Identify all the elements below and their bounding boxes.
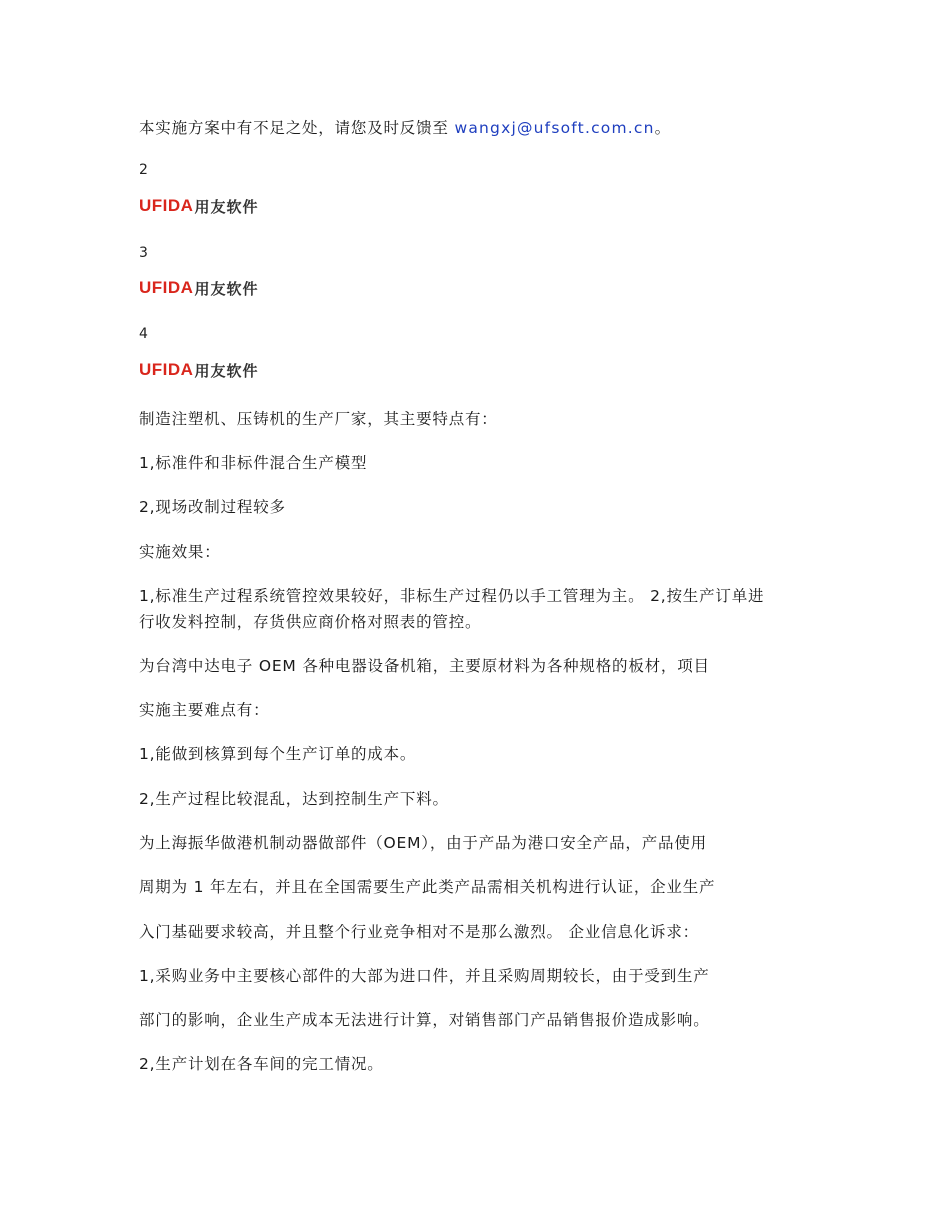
body-line: 实施效果： <box>139 543 221 561</box>
body-line: 制造注塑机、压铸机的生产厂家，其主要特点有： <box>139 410 498 428</box>
logo-en: UFIDA <box>139 196 194 215</box>
logo-en: UFIDA <box>139 278 194 297</box>
body-line: 2,生产过程比较混乱，达到控制生产下料。 <box>139 790 449 808</box>
page-number: 4 <box>139 326 148 342</box>
body-line: 部门的影响，企业生产成本无法进行计算，对销售部门产品销售报价造成影响。 <box>139 1011 710 1029</box>
ufida-logo <box>139 358 258 382</box>
logo-zh: 用友软件 <box>194 197 259 216</box>
intro-tail: 。 <box>654 119 671 137</box>
ufida-logo <box>139 276 258 300</box>
body-line: 1,采购业务中主要核心部件的大部为进口件，并且采购周期较长，由于受到生产 <box>139 967 710 985</box>
body-line: 为上海振华做港机制动器做部件（OEM），由于产品为港口安全产品，产品使用 <box>139 834 707 852</box>
body-line: 入门基础要求较高，并且整个行业竞争相对不是那么激烈。 企业信息化诉求： <box>139 923 699 941</box>
page-number: 2 <box>139 162 148 178</box>
body-line: 1,标准件和非标件混合生产模型 <box>139 454 368 472</box>
body-line: 2,现场改制过程较多 <box>139 498 286 516</box>
page-number: 3 <box>139 245 148 261</box>
intro-paragraph <box>139 117 671 139</box>
ufida-logo <box>139 194 258 218</box>
intro-text: 本实施方案中有不足之处，请您及时反馈至 <box>139 119 449 137</box>
logo-zh: 用友软件 <box>194 361 259 380</box>
email-link[interactable]: wangxj@ufsoft.com.cn <box>454 119 655 137</box>
body-line: 实施主要难点有： <box>139 701 270 719</box>
body-line: 周期为 1 年左右，并且在全国需要生产此类产品需相关机构进行认证，企业生产 <box>139 878 716 896</box>
body-line: 1,能做到核算到每个生产订单的成本。 <box>139 745 417 763</box>
body-line: 为台湾中达电子 OEM 各种电器设备机箱，主要原材料为各种规格的板材，项目 <box>139 657 710 675</box>
body-line: 2,生产计划在各车间的完工情况。 <box>139 1055 384 1073</box>
logo-en: UFIDA <box>139 360 194 379</box>
logo-zh: 用友软件 <box>194 279 259 298</box>
body-line: 行收发料控制，存货供应商价格对照表的管控。 <box>139 613 482 631</box>
body-line: 1,标准生产过程系统管控效果较好，非标生产过程仍以手工管理为主。 2,按生产订单进 <box>139 587 765 605</box>
